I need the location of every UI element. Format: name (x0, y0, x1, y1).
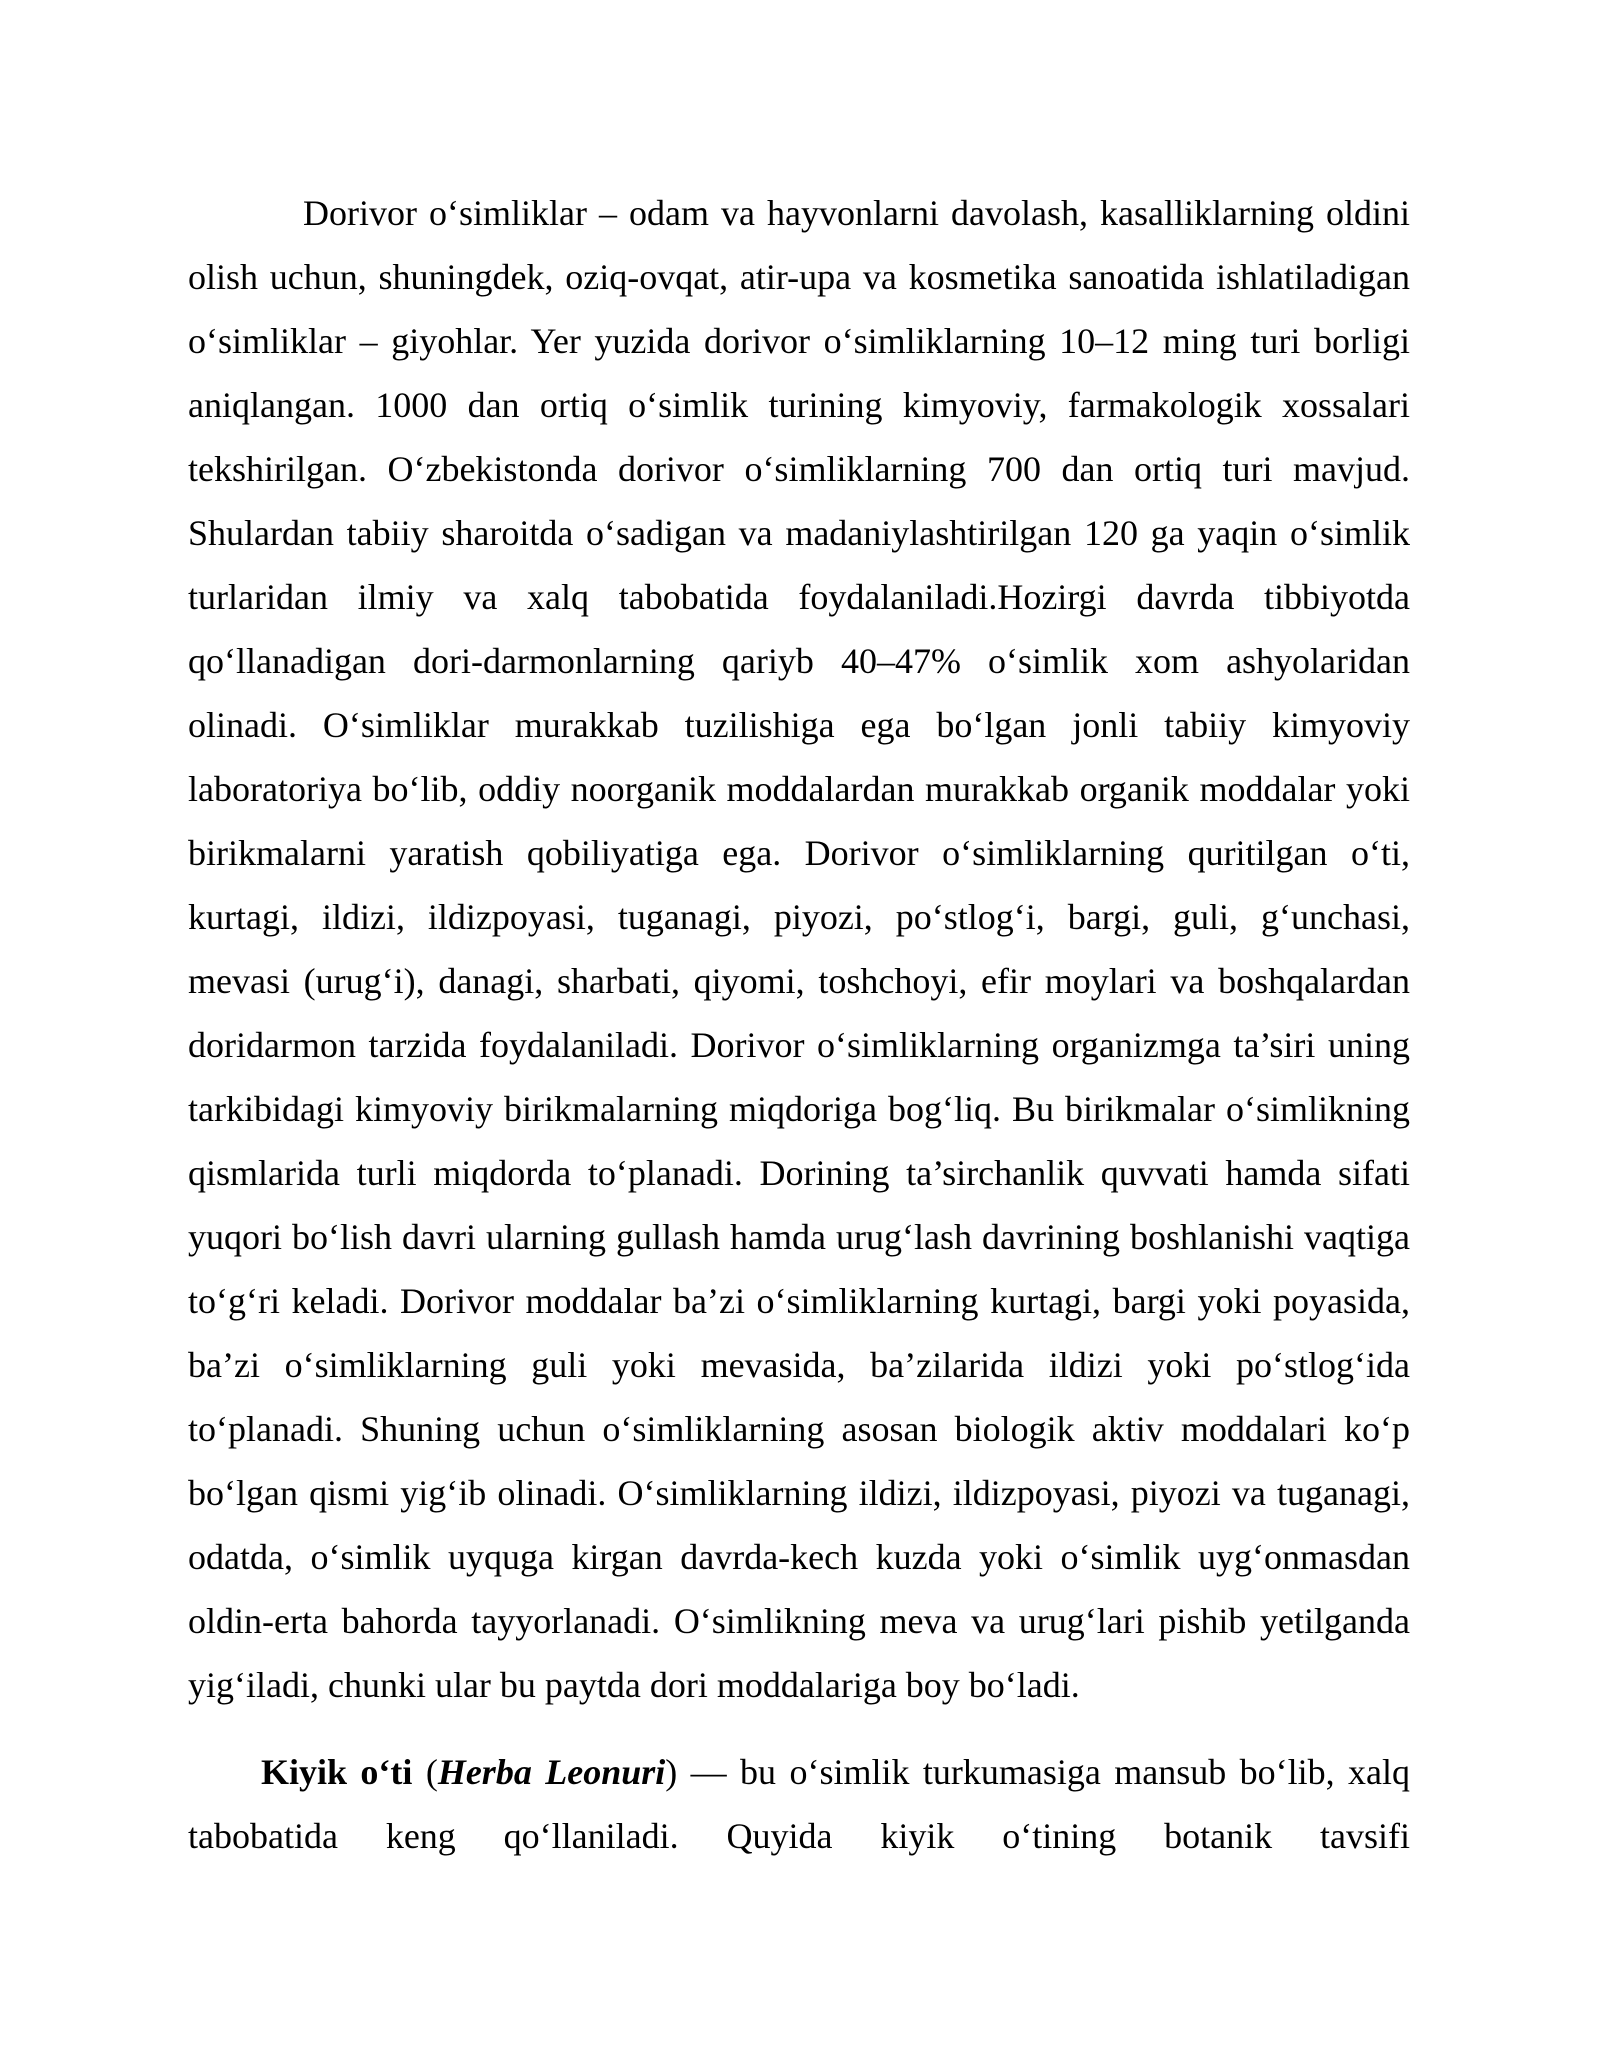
text-line-intro-12 (188, 885, 1410, 949)
body-text: Dorivor o‘simliklar – odam va hayvonlarni davolash, kasalliklarning oldini (303, 193, 1410, 233)
text-line-intro-4 (188, 373, 1410, 437)
text-line-intro-3 (188, 309, 1410, 373)
body-text: olinadi. O‘simliklar murakkab tuzilishiga ega bo‘lgan jonli tabiiy kimyoviy (188, 705, 1410, 745)
body-text: Shulardan tabiiy sharoitda o‘sadigan va madaniylashtirilgan 120 ga yaqin o‘simlik (188, 513, 1410, 553)
text-line-intro-14 (188, 1013, 1410, 1077)
text-line-intro-17 (188, 1205, 1410, 1269)
body-text: yig‘iladi, chunki ular bu paytda dori moddalariga boy bo‘ladi. (188, 1665, 1080, 1705)
body-text: odatda, o‘simlik uyquga kirgan davrda-kech kuzda yoki o‘simlik uyg‘onmasdan (188, 1537, 1410, 1577)
text-line-intro-21 (188, 1461, 1410, 1525)
text-line-intro-18 (188, 1269, 1410, 1333)
body-text: olish uchun, shuningdek, oziq-ovqat, atir-upa va kosmetika sanoatida ishlatiladigan (188, 257, 1410, 297)
text-line-intro-16 (188, 1141, 1410, 1205)
text-line-intro-20 (188, 1397, 1410, 1461)
body-text: tekshirilgan. O‘zbekistonda dorivor o‘simliklarning 700 dan ortiq turi mavjud. (188, 449, 1410, 489)
text-line-kiyik-oti-1 (188, 1740, 1410, 1804)
body-text: laboratoriya bo‘lib, oddiy noorganik moddalardan murakkab organik moddalar yoki (188, 769, 1410, 809)
text-line-intro-22 (188, 1525, 1410, 1589)
body-text: tabobatida keng qo‘llaniladi. Quyida kiyik o‘tining botanik tavsifi (188, 1816, 1410, 1856)
text-line-intro-15 (188, 1077, 1410, 1141)
text-line-intro-13 (188, 949, 1410, 1013)
text-line-intro-6 (188, 501, 1410, 565)
body-text: ) — bu o‘simlik turkumasiga mansub bo‘lib, xalq (665, 1752, 1411, 1792)
text-line-intro-23 (188, 1589, 1410, 1653)
bold-italic-text: Herba Leonuri (437, 1752, 666, 1792)
text-line-intro-9 (188, 693, 1410, 757)
body-text: birikmalarni yaratish qobiliyatiga ega. Dorivor o‘simliklarning quritilgan o‘ti, (188, 833, 1410, 873)
text-line-intro-8 (188, 629, 1410, 693)
body-text: ( (412, 1752, 438, 1792)
body-text: kurtagi, ildizi, ildizpoyasi, tuganagi, piyozi, po‘stlog‘i, bargi, guli, g‘unchasi, (188, 897, 1410, 937)
body-text: to‘planadi. Shuning uchun o‘simliklarning asosan biologik aktiv moddalari ko‘p (188, 1409, 1410, 1449)
body-text: qo‘llanadigan dori-darmonlarning qariyb 40–47% o‘simlik xom ashyolaridan (188, 641, 1410, 681)
body-text: turlaridan ilmiy va xalq tabobatida foydalaniladi.Hozirgi davrda tibbiyotda (188, 577, 1410, 617)
bold-text: Kiyik o‘ti (261, 1752, 413, 1792)
body-text: aniqlangan. 1000 dan ortiq o‘simlik turining kimyoviy, farmakologik xossalari (188, 385, 1410, 425)
text-line-intro-24 (188, 1653, 1410, 1717)
body-text: qismlarida turli miqdorda to‘planadi. Dorining ta’sirchanlik quvvati hamda sifati (188, 1153, 1410, 1193)
body-text: oldin-erta bahorda tayyorlanadi. O‘simlikning meva va urug‘lari pishib yetilganda (188, 1601, 1410, 1641)
text-line-kiyik-oti-2 (188, 1804, 1410, 1868)
document-text-block (188, 181, 1410, 1868)
body-text: ba’zi o‘simliklarning guli yoki mevasida, ba’zilarida ildizi yoki po‘stlog‘ida (188, 1345, 1410, 1385)
body-text: o‘simliklar – giyohlar. Yer yuzida dorivor o‘simliklarning 10–12 ming turi borligi (188, 321, 1410, 361)
text-line-intro-11 (188, 821, 1410, 885)
body-text: doridarmon tarzida foydalaniladi. Dorivor o‘simliklarning organizmga ta’siri uning (188, 1025, 1410, 1065)
text-line-intro-7 (188, 565, 1410, 629)
body-text: to‘g‘ri keladi. Dorivor moddalar ba’zi o‘simliklarning kurtagi, bargi yoki poyasida, (188, 1281, 1410, 1321)
body-text: tarkibidagi kimyoviy birikmalarning miqdoriga bog‘liq. Bu birikmalar o‘simlikning (188, 1089, 1410, 1129)
body-text: bo‘lgan qismi yig‘ib olinadi. O‘simliklarning ildizi, ildizpoyasi, piyozi va tuganagi, (188, 1473, 1410, 1513)
paragraph-intro (188, 181, 1410, 1717)
paragraph-kiyik-oti (188, 1740, 1410, 1868)
text-line-intro-2 (188, 245, 1410, 309)
text-line-intro-1 (188, 181, 1410, 245)
text-line-intro-19 (188, 1333, 1410, 1397)
text-line-intro-10 (188, 757, 1410, 821)
body-text: mevasi (urug‘i), danagi, sharbati, qiyomi, toshchoyi, efir moylari va boshqalardan (188, 961, 1410, 1001)
body-text: yuqori bo‘lish davri ularning gullash hamda urug‘lash davrining boshlanishi vaqtiga (188, 1217, 1410, 1257)
text-line-intro-5 (188, 437, 1410, 501)
